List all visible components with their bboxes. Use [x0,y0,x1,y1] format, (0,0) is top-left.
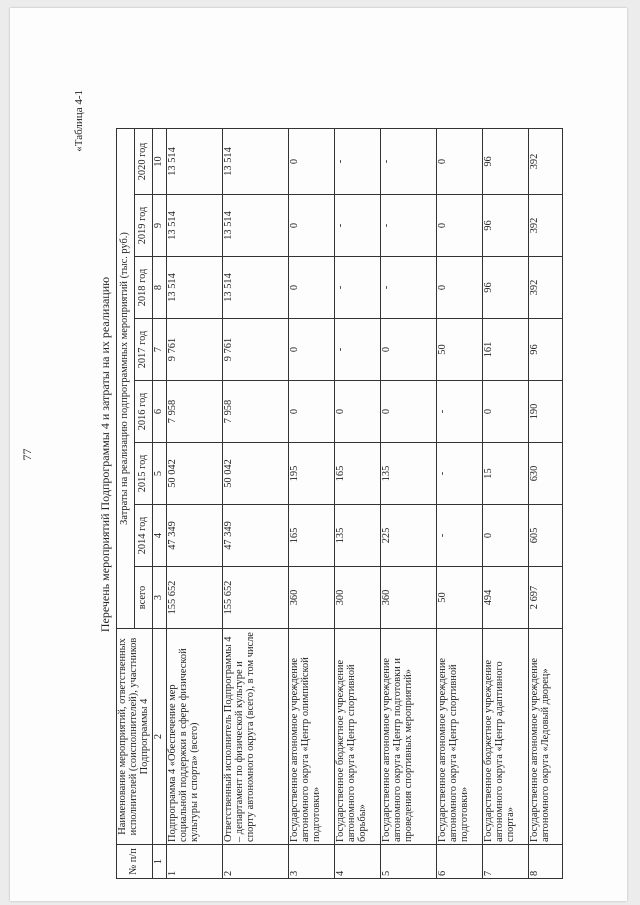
header-col-2016: 2016 год [134,381,152,443]
cell-2017: 9 761 [222,319,288,381]
row-name: Государственное автономное учреждение автономного округа «Центр подготовки и проведения спортивных мероприятий» [380,629,436,845]
cell-2014: 135 [334,505,380,567]
table-row [528,128,562,878]
table-row [380,128,436,878]
column-number: 3 [152,567,166,629]
cell-total: 360 [288,567,334,629]
cell-2014: 165 [288,505,334,567]
cell-2014: 0 [482,505,528,567]
cell-2018: 13 514 [222,257,288,319]
row-name: Государственное бюджетное учреждение автономного округа «Центр адаптивного спорта» [482,629,528,845]
rotated-sheet [10,8,627,901]
row-number: 6 [436,845,482,879]
header-col-2017: 2017 год [134,319,152,381]
cell-2017: - [334,319,380,381]
header-no: № п/п [117,845,153,879]
cell-2020: - [334,128,380,194]
column-number: 5 [152,443,166,505]
cell-total: 50 [436,567,482,629]
cell-2020: 392 [528,128,562,194]
table-row [166,128,222,878]
cell-2014: - [436,505,482,567]
cell-2016: 0 [288,381,334,443]
cell-2016: 7 958 [166,381,222,443]
cell-2018: 13 514 [166,257,222,319]
cell-2020: 96 [482,128,528,194]
cell-2015: 630 [528,443,562,505]
cell-2020: 13 514 [166,128,222,194]
cell-2016: 7 958 [222,381,288,443]
header-col-2020: 2020 год [134,128,152,194]
cell-2019: 13 514 [166,195,222,257]
cell-2014: 225 [380,505,436,567]
cell-2014: 47 349 [166,505,222,567]
row-number: 1 [166,845,222,879]
cell-2019: - [334,195,380,257]
cell-2018: 96 [482,257,528,319]
cell-2020: - [380,128,436,194]
cell-2016: 0 [334,381,380,443]
cell-2018: 0 [288,257,334,319]
cell-2020: 13 514 [222,128,288,194]
cell-2017: 96 [528,319,562,381]
cell-2019: - [380,195,436,257]
column-number: 6 [152,381,166,443]
cell-2016: - [436,381,482,443]
row-number: 5 [380,845,436,879]
cell-2019: 13 514 [222,195,288,257]
table-row [482,128,528,878]
row-name: Государственное бюджетное учреждение автономного округа «Центр спортивной борьбы» [334,629,380,845]
cell-2015: - [436,443,482,505]
column-number: 2 [152,629,166,845]
row-name: Ответственный исполнитель Подпрограммы 4 – департамент по физической культуре и спорту автономного округа (всего), в том числе [222,629,288,845]
cell-2015: 135 [380,443,436,505]
cell-2019: 0 [436,195,482,257]
cell-2014: 605 [528,505,562,567]
table-reference: «Таблица 4-1 [73,90,85,152]
cell-2018: - [334,257,380,319]
cell-2017: 9 761 [166,319,222,381]
cell-2016: 190 [528,381,562,443]
column-number-row [152,128,166,878]
cell-2017: 0 [380,319,436,381]
column-number: 10 [152,128,166,194]
cell-2015: 15 [482,443,528,505]
cell-total: 494 [482,567,528,629]
row-number: 2 [222,845,288,879]
row-number: 7 [482,845,528,879]
row-name: Государственное автономное учреждение автономного округа «Центр спортивной подготовки» [436,629,482,845]
table-row [436,128,482,878]
row-number: 3 [288,845,334,879]
cell-2016: 0 [380,381,436,443]
cell-2020: 0 [436,128,482,194]
cell-2019: 96 [482,195,528,257]
column-number: 1 [152,845,166,879]
header-costs-group: Затраты на реализацию подпрограммных мероприятий (тыс. руб.) [117,128,135,628]
cell-2015: 50 042 [222,443,288,505]
cell-2016: 0 [482,381,528,443]
cell-2015: 195 [288,443,334,505]
cell-2020: 0 [288,128,334,194]
cell-total: 155 652 [166,567,222,629]
header-name: Наименование мероприятий, ответственных исполнителей (соисполнителей), участников Подпрограммы 4 [117,629,153,845]
table-row [288,128,334,878]
cell-2017: 0 [288,319,334,381]
header-col-2019: 2019 год [134,195,152,257]
table-caption: Перечень мероприятий Подпрограммы 4 и затраты на их реализацию [98,276,112,633]
header-col-2018: 2018 год [134,257,152,319]
cell-total: 2 697 [528,567,562,629]
column-number: 8 [152,257,166,319]
page-number: 77 [20,448,34,461]
row-number: 4 [334,845,380,879]
row-name: Подпрограмма 4 «Обеспечение мер социальной поддержки в сфере физической культуры и спорта» (всего) [166,629,222,845]
cell-total: 300 [334,567,380,629]
cell-2015: 50 042 [166,443,222,505]
column-number: 4 [152,505,166,567]
cell-2018: 392 [528,257,562,319]
cell-2018: - [380,257,436,319]
cell-total: 155 652 [222,567,288,629]
header-col-2015: 2015 год [134,443,152,505]
column-number: 9 [152,195,166,257]
cell-total: 360 [380,567,436,629]
row-name: Государственное автономное учреждение автономного округа «Центр олимпийской подготовки» [288,629,334,845]
cell-2017: 50 [436,319,482,381]
activities-cost-table [116,128,563,879]
document-page [10,8,627,901]
row-name: Государственное автономное учреждение автономного округа «Ледовый дворец» [528,629,562,845]
cell-2014: 47 349 [222,505,288,567]
row-number: 8 [528,845,562,879]
column-number: 7 [152,319,166,381]
table-row [222,128,288,878]
cell-2015: 165 [334,443,380,505]
cell-2018: 0 [436,257,482,319]
cell-2019: 0 [288,195,334,257]
header-col-2014: 2014 год [134,505,152,567]
table-row [334,128,380,878]
cell-2017: 161 [482,319,528,381]
header-col-total: всего [134,567,152,629]
cell-2019: 392 [528,195,562,257]
